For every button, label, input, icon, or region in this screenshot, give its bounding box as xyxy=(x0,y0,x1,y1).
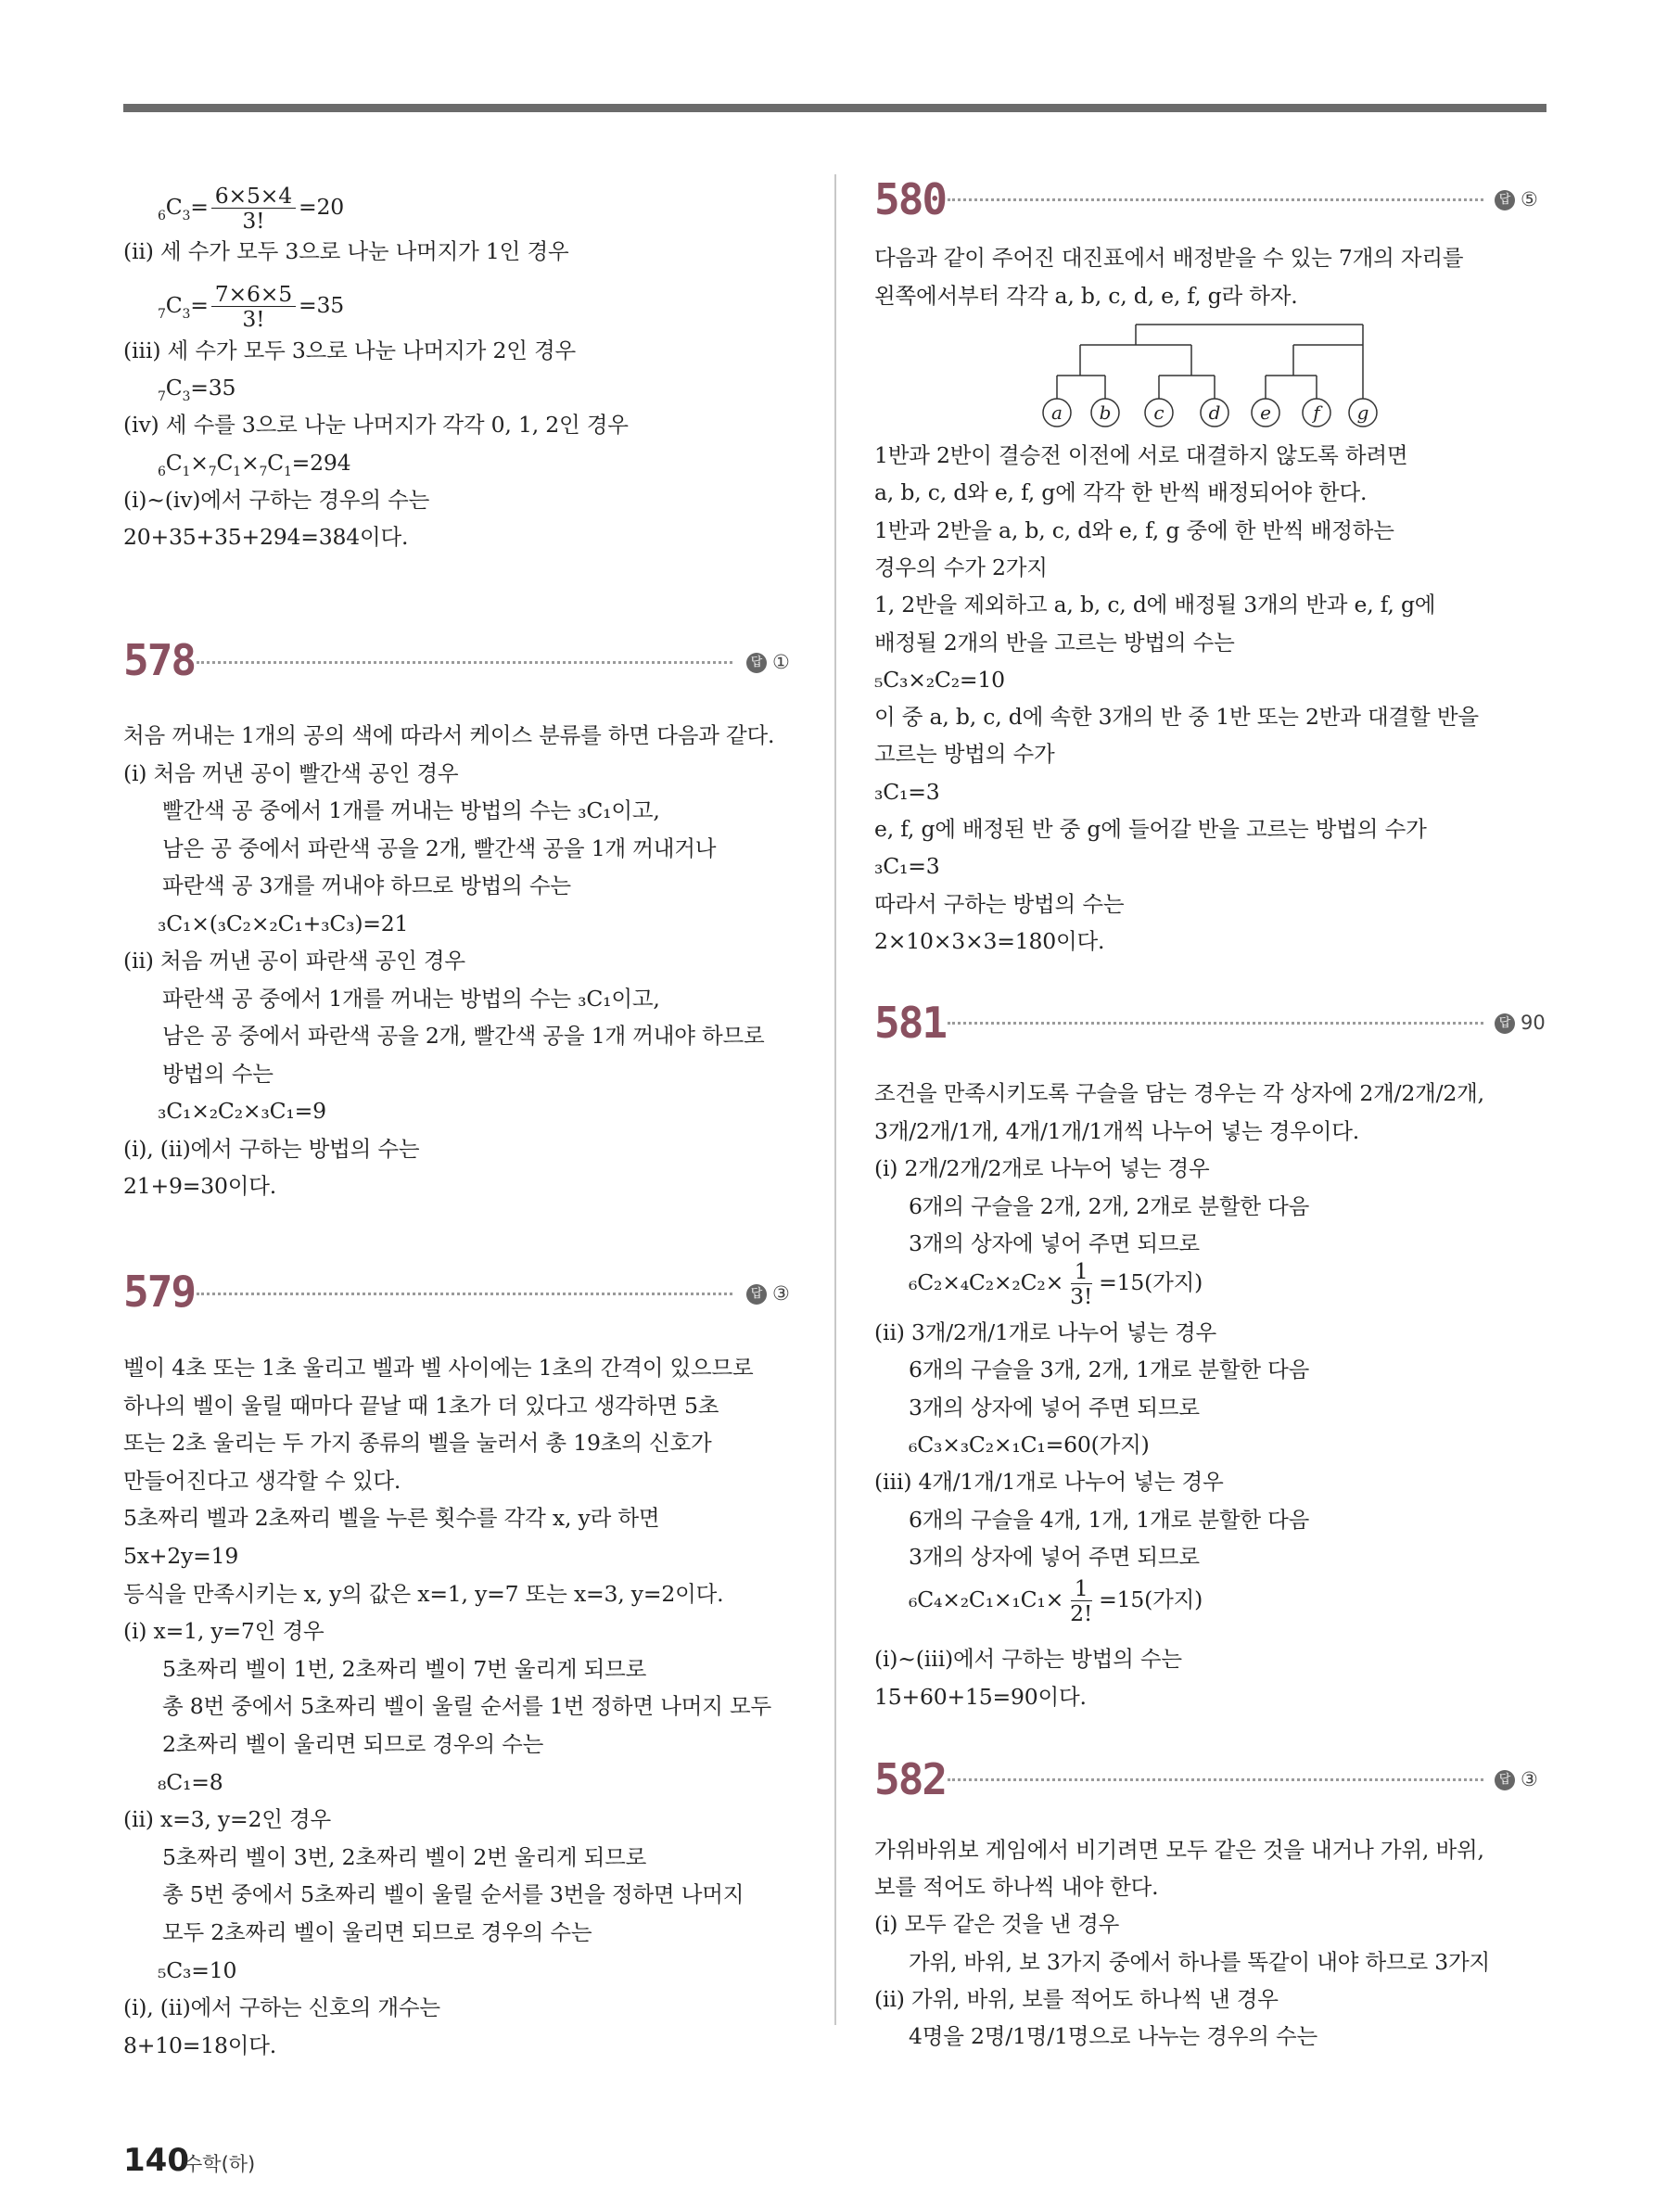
bracket-slot-label: b xyxy=(1099,401,1112,424)
text-line: 20+35+35+294=384이다. xyxy=(123,524,409,550)
text-line: 가위, 바위, 보 3가지 중에서 하나를 똑같이 내야 하므로 3가지 xyxy=(909,1948,1490,1975)
text-line: 만들어진다고 생각할 수 있다. xyxy=(123,1467,401,1494)
answer-label-582: 답 ③ xyxy=(1495,1765,1538,1793)
problem-number-578: 578 xyxy=(123,635,196,685)
text-line: (ⅰ) x=1, y=7인 경우 xyxy=(123,1618,325,1645)
fraction: $\frac{7\times 6\times 5}{3!}$ xyxy=(211,282,296,331)
text-line: (ⅱ) 가위, 바위, 보를 적어도 하나씩 낸 경우 xyxy=(874,1985,1279,2012)
text-line: 고르는 방법의 수가 xyxy=(874,741,1055,768)
text-line: 1, 2반을 제외하고 a, b, c, d에 배정될 3개의 반과 e, f, g에 xyxy=(874,592,1436,618)
text-line: 남은 공 중에서 파란색 공을 2개, 빨간색 공을 1개 꺼내야 하므로 xyxy=(162,1023,765,1049)
text-line: 6개의 구슬을 3개, 2개, 1개로 분할한 다음 xyxy=(909,1357,1310,1383)
text-line: (ⅱ) 3개/2개/1개로 나누어 넣는 경우 xyxy=(874,1319,1217,1345)
text-line: 15+60+15=90이다. xyxy=(874,1683,1087,1710)
subject-label: 수학(하) xyxy=(184,2153,256,2175)
combination-line: $_6C_3=$ $\frac{6\times 5\times 4}{3!}$ =20 xyxy=(158,183,344,234)
answer-label-578: 답 ① xyxy=(746,648,790,676)
text-line: (ⅰ) 처음 꺼낸 공이 빨간색 공인 경우 xyxy=(123,759,459,786)
tournament-bracket xyxy=(1038,320,1409,431)
text-line: ₈C₁=8 xyxy=(158,1768,223,1795)
text-line: 6개의 구슬을 2개, 2개, 2개로 분할한 다음 xyxy=(909,1192,1310,1219)
text-line: 5초짜리 벨과 2초짜리 벨을 누른 횟수를 각각 x, y라 하면 xyxy=(123,1505,660,1532)
text-line: (ⅱ) x=3, y=2인 경우 xyxy=(123,1806,331,1833)
text-line: 보를 적어도 하나씩 내야 한다. xyxy=(874,1874,1159,1901)
text-line: 조건을 만족시키도록 구슬을 담는 경우는 각 상자에 2개/2개/2개, xyxy=(874,1080,1484,1106)
answer-icon: 답 xyxy=(1495,1770,1515,1790)
text-line: a, b, c, d와 e, f, g에 각각 한 반씩 배정되어야 한다. xyxy=(874,479,1368,506)
answer-label-580: 답 ⑤ xyxy=(1495,185,1538,213)
combination-line: $_7C_3=35$ xyxy=(158,375,236,404)
fraction: $\frac{1}{2!}$ xyxy=(1070,1575,1093,1626)
text-line: (ⅲ) 4개/1개/1개로 나누어 넣는 경우 xyxy=(874,1469,1224,1496)
text-line: 총 5번 중에서 5초짜리 벨이 울릴 순서를 3번을 정하면 나머지 xyxy=(162,1881,745,1908)
text-line: 6개의 구슬을 4개, 1개, 1개로 분할한 다음 xyxy=(909,1506,1310,1533)
text-line: 3개/2개/1개, 4개/1개/1개씩 나누어 넣는 경우이다. xyxy=(874,1117,1360,1144)
text-line: e, f, g에 배정된 반 중 g에 들어갈 반을 고르는 방법의 수가 xyxy=(874,816,1427,842)
answer-icon: 답 xyxy=(1495,1013,1515,1034)
leader-dots xyxy=(197,661,732,664)
fraction: $\frac{6\times 5\times 4}{3!}$ xyxy=(211,184,296,233)
text-line: 파란색 공 3개를 꺼내야 하므로 방법의 수는 xyxy=(162,873,571,898)
top-rule xyxy=(123,104,1546,112)
text-line: ₅C₃×₂C₂=10 xyxy=(874,666,1005,693)
text-line: 방법의 수는 xyxy=(162,1060,274,1087)
text-line: (ⅰ)~(ⅲ)에서 구하는 방법의 수는 xyxy=(874,1646,1182,1672)
text-line: 1반과 2반을 a, b, c, d와 e, f, g 중에 한 반씩 배정하는 xyxy=(874,516,1394,543)
text-line: 5초짜리 벨이 3번, 2초짜리 벨이 2번 울리게 되므로 xyxy=(162,1843,647,1870)
bracket-slot-label: c xyxy=(1153,401,1165,424)
answer-icon: 답 xyxy=(1495,190,1515,210)
fraction: $\frac{1}{3!}$ xyxy=(1070,1258,1093,1309)
text-line: (ⅰ), (ⅱ)에서 구하는 방법의 수는 xyxy=(123,1135,420,1162)
bracket-slot-label: f xyxy=(1313,401,1320,424)
leader-dots xyxy=(948,198,1483,201)
text-line: 5x+2y=19 xyxy=(123,1543,239,1569)
column-divider xyxy=(834,174,836,2025)
bracket-slot-label: g xyxy=(1356,401,1369,424)
formula-line: ₆C₂×₄C₂×₂C₂× $\frac{1}{3!}$ =15(가지) xyxy=(909,1258,1203,1309)
text-line: ₅C₃=10 xyxy=(158,1956,237,1983)
text-line: ₃C₁×₂C₂×₃C₁=9 xyxy=(158,1098,326,1124)
page-number: 140 xyxy=(123,2142,189,2179)
text-line: 3개의 상자에 넣어 주면 되므로 xyxy=(909,1543,1200,1570)
text-line: 파란색 공 중에서 1개를 꺼내는 방법의 수는 ₃C₁이고, xyxy=(162,985,660,1012)
leader-dots xyxy=(948,1022,1483,1025)
text-line: 배정될 2개의 반을 고르는 방법의 수는 xyxy=(874,629,1235,656)
problem-number-579: 579 xyxy=(123,1267,196,1317)
bracket-slot-label: a xyxy=(1051,401,1063,424)
answer-label-579: 답 ③ xyxy=(746,1280,790,1307)
text-line: 왼쪽에서부터 각각 a, b, c, d, e, f, g라 하자. xyxy=(874,282,1298,309)
bracket-slot-label: e xyxy=(1260,401,1271,424)
text-line: 벨이 4초 또는 1초 울리고 벨과 벨 사이에는 1초의 간격이 있으므로 xyxy=(123,1355,754,1381)
text-line: ₃C₁=3 xyxy=(874,778,940,805)
text-line: 따라서 구하는 방법의 수는 xyxy=(874,890,1125,917)
text-line: 남은 공 중에서 파란색 공을 2개, 빨간색 공을 1개 꺼내거나 xyxy=(162,834,717,861)
text-line: 총 8번 중에서 5초짜리 벨이 울릴 순서를 1번 정하면 나머지 모두 xyxy=(162,1693,771,1720)
text-line: 2×10×3×3=180이다. xyxy=(874,927,1105,954)
text-line: 3개의 상자에 넣어 주면 되므로 xyxy=(909,1230,1200,1256)
text-line: 경우의 수가 2가지 xyxy=(874,554,1048,580)
bracket-slot-label: d xyxy=(1208,401,1221,424)
text-line: 가위바위보 게임에서 비기려면 모두 같은 것을 내거나 가위, 바위, xyxy=(874,1837,1484,1863)
text-line: 다음과 같이 주어진 대진표에서 배정받을 수 있는 7개의 자리를 xyxy=(874,245,1464,271)
problem-number-580: 580 xyxy=(874,174,947,224)
text-line: 이 중 a, b, c, d에 속한 3개의 반 중 1반 또는 2반과 대결할 반을 xyxy=(874,704,1479,731)
text-line: 5초짜리 벨이 1번, 2초짜리 벨이 7번 울리게 되므로 xyxy=(162,1655,647,1682)
case-heading: (ⅳ) 세 수를 3으로 나눈 나머지가 각각 0, 1, 2인 경우 xyxy=(123,412,629,438)
case-heading: (ⅱ) 세 수가 모두 3으로 나눈 나머지가 1인 경우 xyxy=(123,238,569,264)
case-heading: (ⅲ) 세 수가 모두 3으로 나눈 나머지가 2인 경우 xyxy=(123,338,576,363)
leader-dots xyxy=(948,1778,1483,1781)
problem-number-581: 581 xyxy=(874,998,947,1048)
text-line: 등식을 만족시키는 x, y의 값은 x=1, y=7 또는 x=3, y=2이다. xyxy=(123,1580,724,1607)
combination-line: $_6C_1\times_7C_1\times_7C_1=294$ xyxy=(158,450,351,479)
answer-icon: 답 xyxy=(746,653,767,673)
text-line: 처음 꺼내는 1개의 공의 색에 따라서 케이스 분류를 하면 다음과 같다. xyxy=(123,722,775,748)
text-line: 4명을 2명/1명/1명으로 나누는 경우의 수는 xyxy=(909,2023,1318,2049)
problem-number-582: 582 xyxy=(874,1754,947,1804)
text-line: ₃C₁×(₃C₂×₂C₁+₃C₃)=21 xyxy=(158,910,409,936)
text-line: 21+9=30이다. xyxy=(123,1173,277,1199)
text-line: 빨간색 공 중에서 1개를 꺼내는 방법의 수는 ₃C₁이고, xyxy=(162,797,660,823)
text-line: (ⅰ)~(ⅳ)에서 구하는 경우의 수는 xyxy=(123,487,430,513)
text-line: 하나의 벨이 울릴 때마다 끝날 때 1초가 더 있다고 생각하면 5초 xyxy=(123,1392,719,1419)
leader-dots xyxy=(197,1293,732,1295)
answer-label-581: 답 90 xyxy=(1495,1009,1546,1037)
text-line: 또는 2초 울리는 두 가지 종류의 벨을 눌러서 총 19초의 신호가 xyxy=(123,1430,712,1457)
text-line: 모두 2초짜리 벨이 울리면 되므로 경우의 수는 xyxy=(162,1919,592,1945)
answer-icon: 답 xyxy=(746,1284,767,1305)
text-line: (ⅰ) 모두 같은 것을 낸 경우 xyxy=(874,1911,1120,1938)
formula-line: ₆C₄×₂C₁×₁C₁× $\frac{1}{2!}$ =15(가지) xyxy=(909,1575,1203,1626)
text-line: 2초짜리 벨이 울리면 되므로 경우의 수는 xyxy=(162,1731,544,1757)
text-line: 3개의 상자에 넣어 주면 되므로 xyxy=(909,1394,1200,1420)
text-line: (ⅱ) 처음 꺼낸 공이 파란색 공인 경우 xyxy=(123,948,465,974)
combination-line: $_7C_3=$ $\frac{7\times 6\times 5}{3!}$ =35 xyxy=(158,281,344,332)
text-line: (ⅰ), (ⅱ)에서 구하는 신호의 개수는 xyxy=(123,1994,440,2021)
text-line: 1반과 2반이 결승전 이전에 서로 대결하지 않도록 하려면 xyxy=(874,442,1408,468)
text-line: (ⅰ) 2개/2개/2개로 나누어 넣는 경우 xyxy=(874,1155,1210,1181)
text-line: 8+10=18이다. xyxy=(123,2032,277,2058)
text-line: ₃C₁=3 xyxy=(874,853,940,880)
text-line: ₆C₃×₃C₂×₁C₁=60(가지) xyxy=(909,1431,1150,1458)
